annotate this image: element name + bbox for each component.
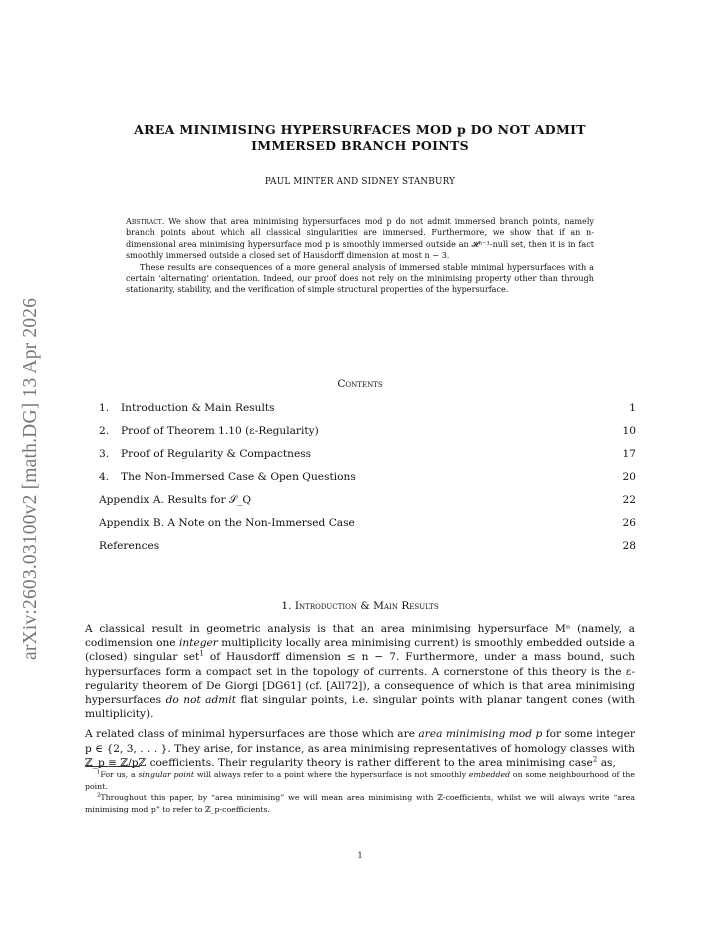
- toc-page-number: 10: [622, 425, 636, 437]
- toc-entry-1[interactable]: [99, 400, 636, 423]
- emphasis: embedded: [468, 770, 511, 779]
- toc-title: Introduction & Main Results: [121, 402, 275, 414]
- emphasis: integer: [178, 637, 218, 650]
- text-run: flat singular points, i.e. singular points with planar tangent cones (with multiplicity).: [85, 694, 636, 721]
- footnotes: [85, 769, 635, 815]
- body-paragraph-2: [85, 727, 635, 770]
- footnote-divider: [85, 766, 140, 767]
- toc-title: Appendix B. A Note on the Non-Immersed Case: [99, 517, 355, 529]
- arxiv-identifier-stamp: arXiv:2603.03100v2 [math.DG] 13 Apr 2026: [20, 297, 41, 660]
- toc-entry-4[interactable]: [99, 469, 636, 492]
- toc-page-number: 1: [629, 402, 636, 414]
- toc-page-number: 22: [622, 494, 636, 506]
- toc-entry-3[interactable]: [99, 446, 636, 469]
- text-run: for some integer p ∈ {2, 3, . . . }. They arise, for instance, as area minimising representatives of homology classes with ℤ_p ≡ ℤ/pℤ coefficients. Their regularity theory is rather different to the area minimising case: [85, 728, 635, 769]
- footnote-2: [85, 792, 635, 815]
- abstract-paragraph-1: [126, 216, 594, 262]
- toc-page-number: 26: [622, 517, 636, 529]
- toc-number: 3.: [99, 448, 110, 460]
- text-run: multiplicity locally area minimising current) is smoothly embedded outside a (closed) singular set: [85, 637, 635, 664]
- abstract-text-1: We show that area minimising hypersurfaces mod p do not admit immersed branch points, namely branch points about which all classical singularities are immersed. Furthermore, we show that if an n-dimensional area minimising hypersurface mod p is smoothly immersed outside an 𝓗ⁿ⁻¹-null set, then it is in fact smoothly immersed outside a closed set of Hausdorff dimension at most n − 3.: [126, 216, 594, 261]
- title-line-2: IMMERSED BRANCH POINTS: [251, 138, 469, 153]
- table-of-contents: [99, 400, 636, 561]
- toc-number: 1.: [99, 402, 110, 414]
- toc-title: Proof of Regularity & Compactness: [121, 448, 312, 460]
- toc-number: 4.: [99, 471, 110, 483]
- footnote-marker[interactable]: 2: [592, 754, 598, 764]
- footnote-number: 1: [97, 769, 101, 776]
- title-line-1: AREA MINIMISING HYPERSURFACES MOD p DO NOT ADMIT: [134, 122, 586, 137]
- section-heading: 1. Introduction & Main Results: [281, 600, 439, 612]
- page-number: 1: [357, 851, 363, 860]
- text-run: will always refer to a point where the hypersurface is not smoothly: [194, 770, 469, 779]
- abstract-label: Abstract.: [126, 216, 165, 226]
- toc-title: Appendix A. Results for 𝒮_Q: [99, 494, 252, 506]
- footnote-1: [85, 769, 635, 792]
- authors: PAUL MINTER AND SIDNEY STANBURY: [264, 177, 456, 187]
- emphasis: area minimising mod p: [418, 728, 543, 741]
- text-run: A classical result in geometric analysis is that an area minimising hypersurface Mⁿ (namely, a codimension one: [85, 623, 635, 650]
- body-text: [85, 622, 635, 776]
- toc-number: 2.: [99, 425, 110, 437]
- footnote-number: 2: [97, 792, 101, 799]
- toc-entry-references[interactable]: [99, 538, 636, 561]
- toc-entry-appendix-a[interactable]: [99, 492, 636, 515]
- toc-entry-appendix-b[interactable]: [99, 515, 636, 538]
- text-run: of Hausdorff dimension ≤ n − 7. Furthermore, under a mass bound, such hypersurfaces form a compact set in the topology of currents. A cornerstone of this theory is the ε-regularity theorem of De Giorgi [DG61] (cf. [All72]), a consequence of which is that area minimising hypersurfaces: [85, 651, 635, 707]
- toc-page-number: 17: [622, 448, 636, 460]
- footnote-marker[interactable]: 1: [199, 648, 204, 658]
- text-run: For us, a: [100, 770, 139, 779]
- toc-title: The Non-Immersed Case & Open Questions: [121, 471, 356, 483]
- contents-heading: Contents: [337, 378, 383, 390]
- toc-title: Proof of Theorem 1.10 (ε-Regularity): [121, 425, 319, 437]
- paper-title: [100, 122, 620, 154]
- abstract-paragraph-2: These results are consequences of a more general analysis of immersed stable minimal hypersurfaces with a certain ‘alternating’ orientation. Indeed, our proof does not rely on the minimising property other than through stationarity, stability, and the verification of simple structural properties of the hypersurface.: [126, 261, 594, 295]
- abstract: [126, 216, 594, 296]
- toc-title: References: [99, 540, 160, 552]
- body-paragraph-1: [85, 622, 635, 721]
- text-run: Throughout this paper, by “area minimising” we will mean area minimising with ℤ-coefficients, whilst we will always write “area minimising mod p” to refer to ℤ_p-coefficients.: [85, 793, 635, 814]
- toc-page-number: 20: [622, 471, 636, 483]
- text-run: on some neighbourhood of the point.: [85, 770, 636, 791]
- toc-entry-2[interactable]: [99, 423, 636, 446]
- text-run: A related class of minimal hypersurfaces are those which are: [85, 728, 419, 741]
- toc-page-number: 28: [622, 540, 636, 552]
- text-run: as,: [597, 756, 616, 769]
- emphasis: do not admit: [165, 694, 236, 707]
- emphasis: singular point: [138, 770, 195, 779]
